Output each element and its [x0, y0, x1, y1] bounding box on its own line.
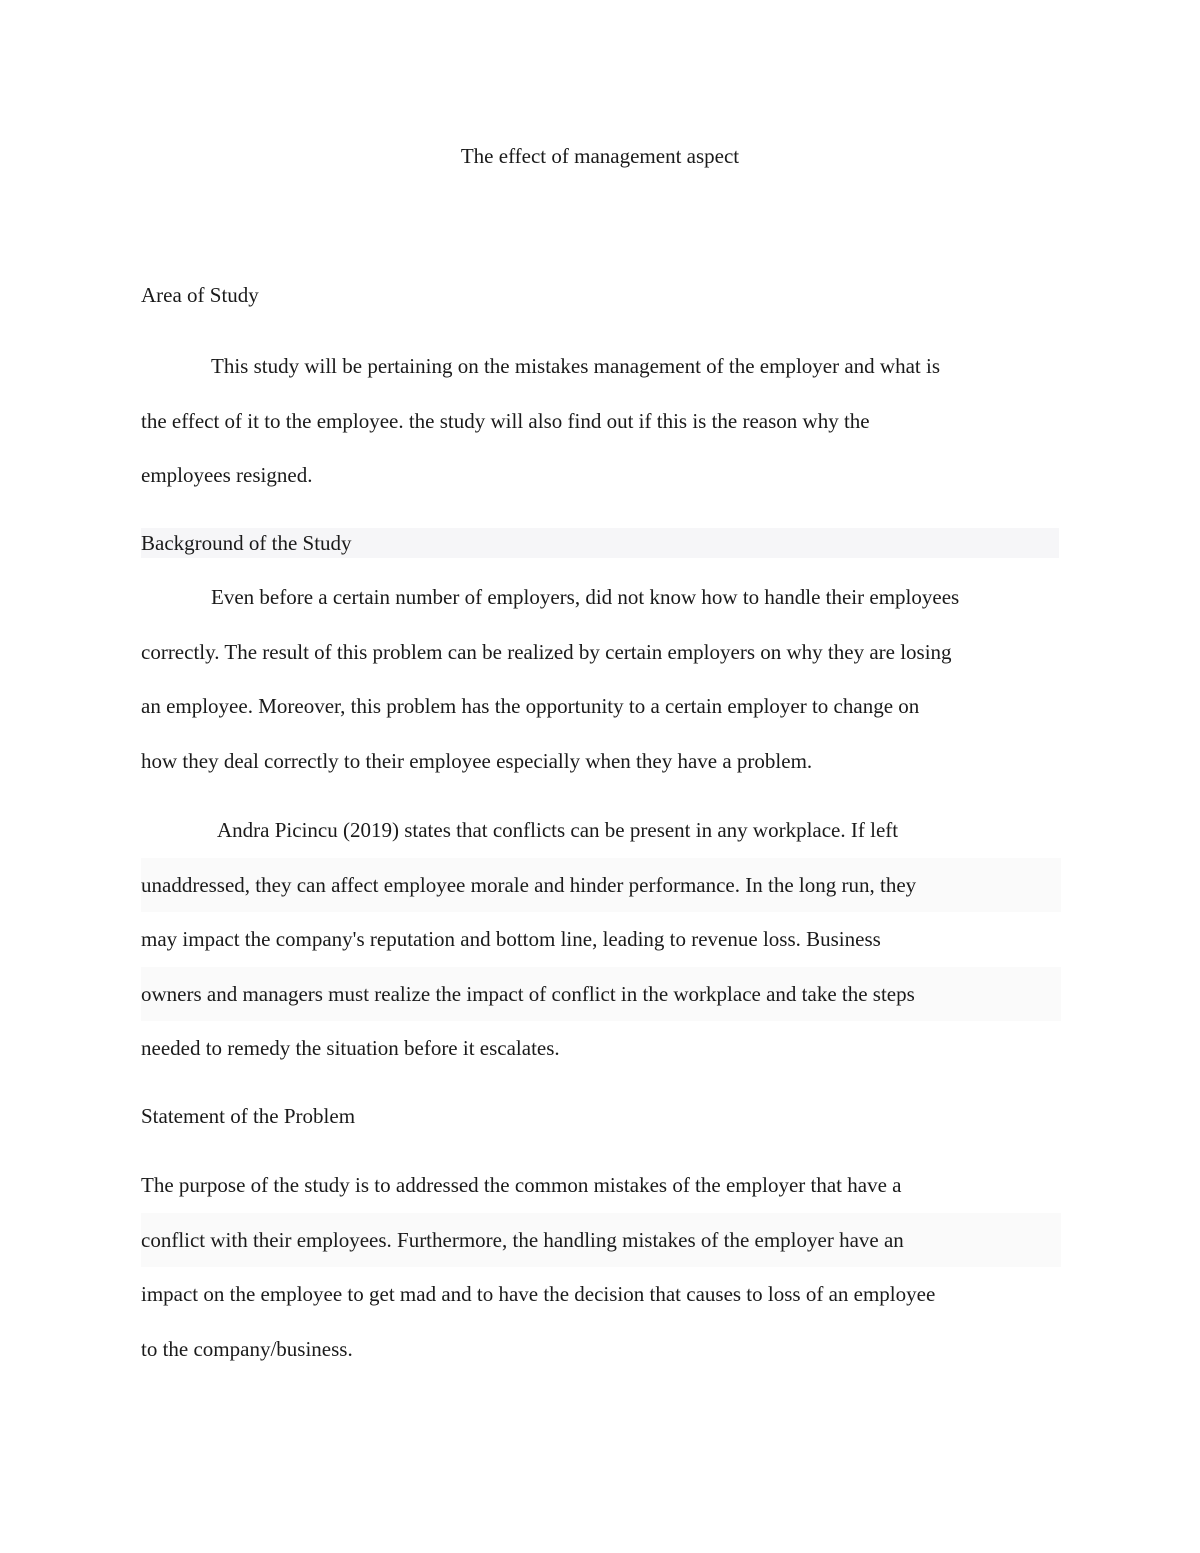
paragraph-line: an employee. Moreover, this problem has the opportunity to a certain employer to change on	[141, 694, 920, 718]
paragraph-line: Even before a certain number of employers, did not know how to handle their employees	[211, 585, 960, 609]
paragraph-background-1	[141, 570, 1061, 788]
paragraph-line: conflict with their employees. Furthermore, the handling mistakes of the employer have an	[141, 1213, 1061, 1268]
section-heading-area-of-study: Area of Study	[141, 283, 259, 307]
paragraph-line: the effect of it to the employee. the study will also find out if this is the reason why the	[141, 408, 870, 433]
paragraph-line: This study will be pertaining on the mistakes management of the employer and what is	[211, 354, 941, 378]
paragraph-line: how they deal correctly to their employee especially when they have a problem.	[141, 748, 813, 773]
paragraph-line: correctly. The result of this problem can be realized by certain employers on why they are losing	[141, 639, 952, 664]
paragraph-line: impact on the employee to get mad and to have the decision that causes to loss of an employee	[141, 1282, 936, 1306]
paragraph-line: unaddressed, they can affect employee morale and hinder performance. In the long run, they	[141, 858, 1061, 913]
paragraph-line: The purpose of the study is to addressed the common mistakes of the employer that have a	[141, 1173, 902, 1197]
paragraph-statement-of-problem	[141, 1158, 1061, 1376]
paragraph-line: to the company/business.	[141, 1336, 353, 1361]
section-heading-background: Background of the Study	[141, 528, 1059, 558]
paragraph-line: employees resigned.	[141, 463, 313, 487]
document-title: The effect of management aspect	[460, 144, 740, 168]
paragraph-line: Andra Picincu (2019) states that conflicts can be present in any workplace. If left	[217, 818, 899, 842]
paragraph-area-of-study	[141, 339, 1061, 503]
paragraph-line: needed to remedy the situation before it escalates.	[141, 1036, 560, 1060]
paragraph-line: owners and managers must realize the impact of conflict in the workplace and take the steps	[141, 967, 1061, 1022]
paragraph-background-2	[141, 803, 1061, 1076]
section-heading-statement-of-problem: Statement of the Problem	[141, 1104, 356, 1128]
paragraph-line: may impact the company's reputation and bottom line, leading to revenue loss. Business	[141, 927, 881, 951]
